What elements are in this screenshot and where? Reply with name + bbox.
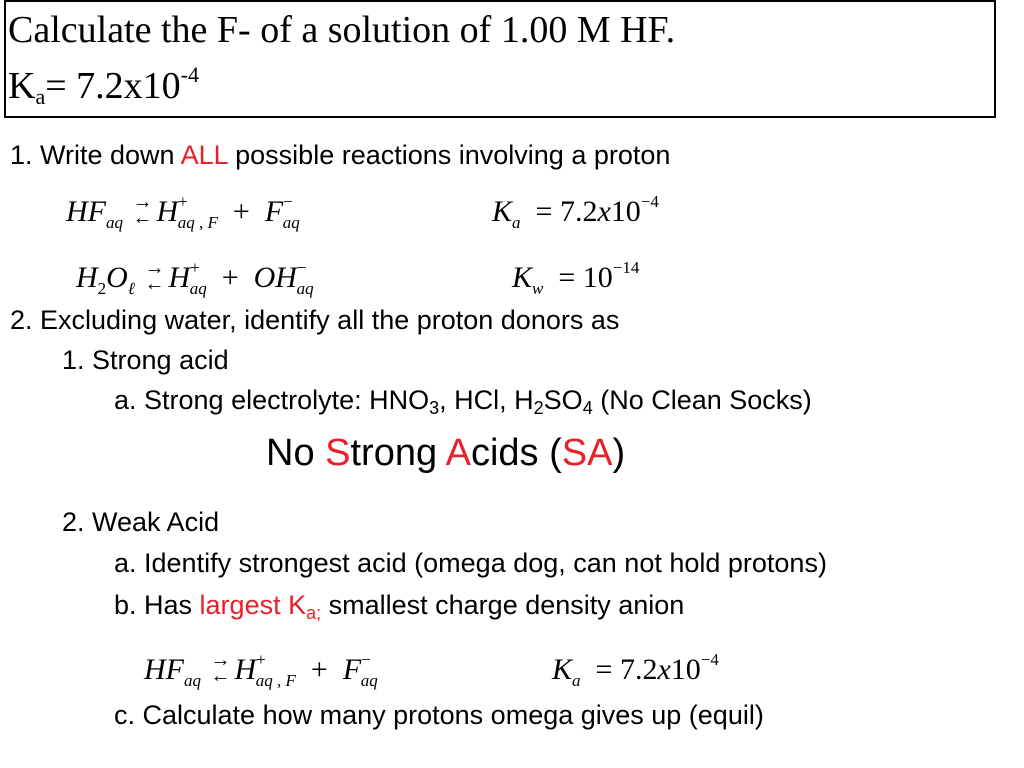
strong-electrolyte-line: a. Strong electrolyte: HNO3, HCl, H2SO4 (No Clean Socks): [114, 385, 812, 418]
equation-hf-dissociation: $HF_{aq}$ → ← $H^+_{aq , F} + F^-_{aq}$: [66, 191, 300, 232]
step1-line: 1. Write down ALL possible reactions involving a proton: [10, 140, 671, 170]
weak-acid-line-a: a. Identify strongest acid (omega dog, can not hold protons): [114, 548, 827, 578]
title-ka-line: $Ka= 7.2x10^{-4}$: [8, 62, 199, 109]
equilibrium-arrow-icon: → ←: [132, 191, 153, 230]
mnemonic-line: No Strong Acids (SA): [266, 432, 626, 474]
strong-acid-heading: 1. Strong acid: [62, 345, 229, 375]
step2-line: 2. Excluding water, identify all the proton donors as: [10, 305, 620, 335]
equation-water-autoionization: $H_2O_\ell$ → ← $H^+_{aq} + OH^-_{aq}$: [76, 257, 314, 298]
weak-acid-line-b: b. Has largest Ka; smallest charge density anion: [114, 590, 685, 623]
equation-kw-value: $K_w = 10^{-14}$: [512, 258, 640, 298]
equation-ka-value-repeat: $K_a = 7.2x10^{-4}$: [552, 650, 719, 690]
equation-hf-dissociation-repeat: $HF_{aq}$ → ← $H^+_{aq , F} + F^-_{aq}$: [144, 649, 378, 690]
equilibrium-arrow-icon: → ←: [210, 649, 231, 688]
weak-acid-heading: 2. Weak Acid: [62, 507, 220, 537]
equilibrium-arrow-icon: → ←: [144, 257, 165, 296]
title-line: Calculate the F- of a solution of 1.00 M HF.: [8, 9, 676, 51]
equation-ka-value: $K_a = 7.2x10^{-4}$: [492, 192, 659, 232]
weak-acid-line-c: c. Calculate how many protons omega gives up (equil): [114, 700, 764, 730]
